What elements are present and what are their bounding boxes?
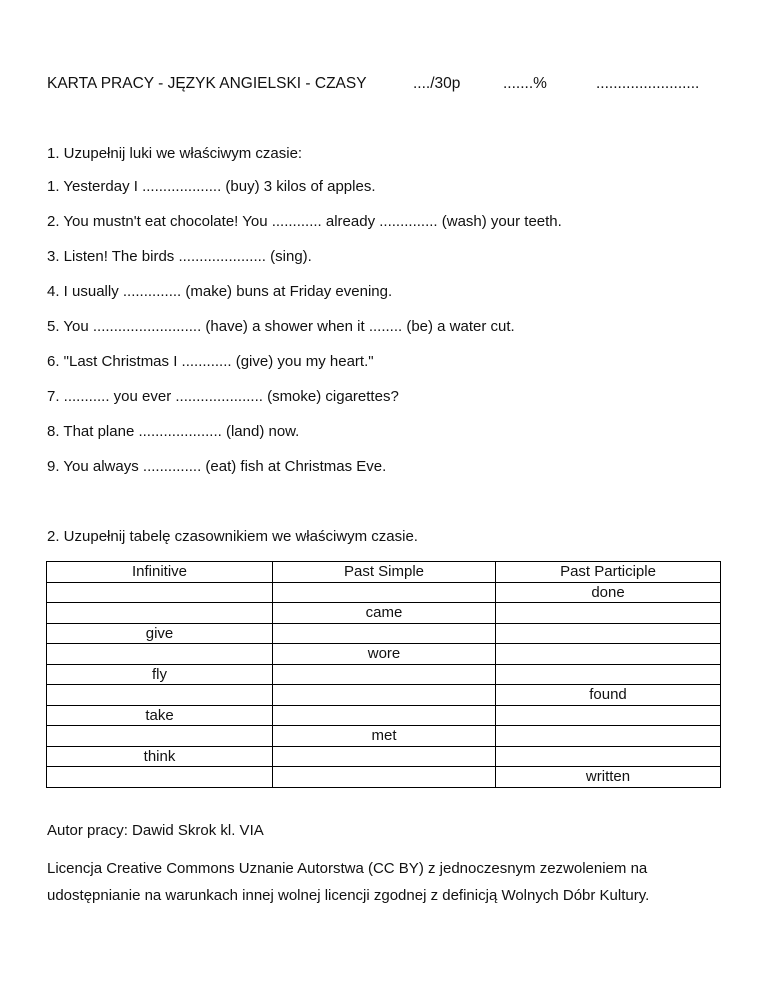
exercise-item: 9. You always .............. (eat) fish at Christmas Eve. <box>47 458 387 475</box>
past-participle-cell[interactable] <box>496 603 721 624</box>
author-credit: Autor pracy: Dawid Skrok kl. VIA <box>47 822 264 839</box>
table-row <box>47 644 721 665</box>
exercise-item: 7. ........... you ever ..................... (smoke) cigarettes? <box>47 388 399 405</box>
past-participle-cell[interactable]: done <box>496 582 721 603</box>
license-text: Licencja Creative Commons Uznanie Autorstwa (CC BY) z jednoczesnym zezwoleniem na udostępnianie na warunkach innej wolnej licencji zgodnej z definicją Wolnych Dóbr Kultury. <box>47 860 650 904</box>
past-simple-cell[interactable] <box>273 582 496 603</box>
past-participle-cell[interactable] <box>496 746 721 767</box>
table-row <box>47 664 721 685</box>
name-blank: ........................ <box>596 75 700 92</box>
header-past-participle: Past Participle <box>496 562 721 583</box>
exercise-1-list <box>47 178 737 493</box>
verb-table <box>46 561 721 788</box>
exercise-item: 3. Listen! The birds ..................... (sing). <box>47 248 312 265</box>
infinitive-cell[interactable] <box>47 726 273 747</box>
percent-field: .......% <box>503 75 547 92</box>
exercise-1-title: 1. Uzupełnij luki we właściwym czasie: <box>47 145 303 162</box>
exercise-item: 8. That plane .................... (land) now. <box>47 423 300 440</box>
table-row <box>47 623 721 644</box>
infinitive-cell[interactable]: take <box>47 705 273 726</box>
infinitive-cell[interactable] <box>47 582 273 603</box>
infinitive-cell[interactable] <box>47 603 273 624</box>
exercise-item: 1. Yesterday I ................... (buy) 3 kilos of apples. <box>47 178 376 195</box>
table-row <box>47 603 721 624</box>
past-simple-cell[interactable] <box>273 746 496 767</box>
past-simple-cell[interactable] <box>273 664 496 685</box>
infinitive-cell[interactable]: give <box>47 623 273 644</box>
past-participle-cell[interactable] <box>496 726 721 747</box>
past-simple-cell[interactable]: wore <box>273 644 496 665</box>
table-row <box>47 582 721 603</box>
exercise-item: 4. I usually .............. (make) buns at Friday evening. <box>47 283 393 300</box>
past-simple-cell[interactable]: met <box>273 726 496 747</box>
past-participle-cell[interactable] <box>496 664 721 685</box>
infinitive-cell[interactable] <box>47 644 273 665</box>
past-participle-cell[interactable] <box>496 705 721 726</box>
infinitive-cell[interactable]: fly <box>47 664 273 685</box>
past-participle-cell[interactable]: written <box>496 767 721 788</box>
header-infinitive: Infinitive <box>47 562 273 583</box>
past-simple-cell[interactable] <box>273 767 496 788</box>
exercise-item: 6. "Last Christmas I ............ (give) you my heart." <box>47 353 374 370</box>
past-simple-cell[interactable] <box>273 705 496 726</box>
past-simple-cell[interactable] <box>273 623 496 644</box>
exercise-item: 2. You mustn't eat chocolate! You ............ already .............. (wash) your teeth. <box>47 213 562 230</box>
table-row <box>47 726 721 747</box>
past-simple-cell[interactable]: came <box>273 603 496 624</box>
table-row <box>47 705 721 726</box>
past-participle-cell[interactable] <box>496 644 721 665</box>
past-simple-cell[interactable] <box>273 685 496 706</box>
table-header-row <box>47 562 721 583</box>
worksheet-header <box>47 75 727 97</box>
infinitive-cell[interactable] <box>47 685 273 706</box>
header-past-simple: Past Simple <box>273 562 496 583</box>
infinitive-cell[interactable]: think <box>47 746 273 767</box>
infinitive-cell[interactable] <box>47 767 273 788</box>
past-participle-cell[interactable]: found <box>496 685 721 706</box>
past-participle-cell[interactable] <box>496 623 721 644</box>
exercise-2-title: 2. Uzupełnij tabelę czasownikiem we właściwym czasie. <box>47 528 418 545</box>
worksheet-title: KARTA PRACY - JĘZYK ANGIELSKI - CZASY <box>47 75 367 92</box>
points-field: ..../30p <box>413 75 461 92</box>
table-row <box>47 746 721 767</box>
table-row <box>47 767 721 788</box>
exercise-item: 5. You .......................... (have) a shower when it ........ (be) a water cut. <box>47 318 515 335</box>
table-row <box>47 685 721 706</box>
